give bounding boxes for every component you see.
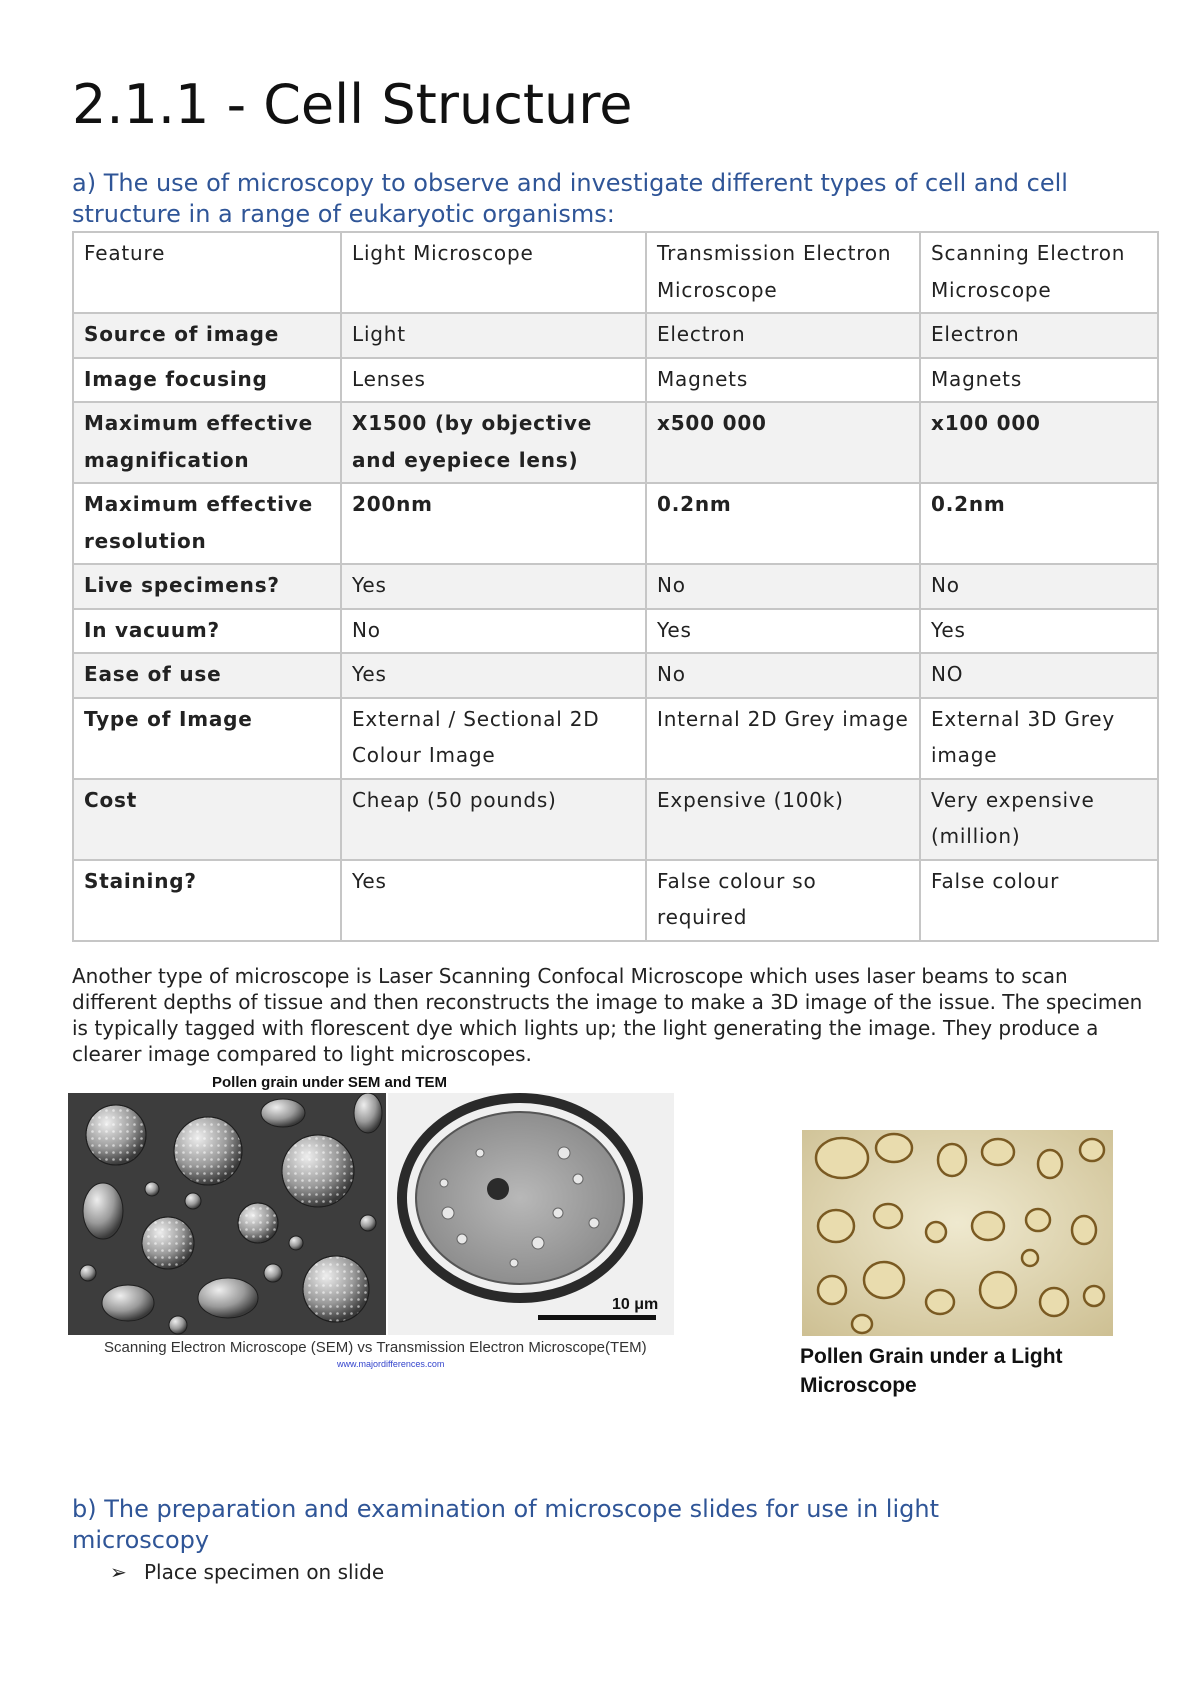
table-cell: External / Sectional 2D Colour Image: [341, 698, 646, 779]
section-a-heading: a) The use of microscopy to observe and investigate different types of cell and cell structure in a range of eukaryotic organisms:: [72, 169, 1068, 228]
table-cell: No: [646, 564, 920, 609]
row-label: Cost: [73, 779, 341, 860]
table-cell: Magnets: [920, 358, 1158, 403]
row-label: Ease of use: [73, 653, 341, 698]
table-cell: False colour so required: [646, 860, 920, 941]
table-cell: X1500 (by objective and eyepiece lens): [341, 402, 646, 483]
row-label: Source of image: [73, 313, 341, 358]
em-figure-url: www.majordifferences.com: [337, 1359, 445, 1369]
table-cell: x100 000: [920, 402, 1158, 483]
table-cell: Lenses: [341, 358, 646, 403]
table-cell: Yes: [341, 860, 646, 941]
table-row: [73, 402, 1158, 483]
table-cell: Yes: [920, 609, 1158, 654]
table-cell: Very expensive (million): [920, 779, 1158, 860]
table-cell: Cheap (50 pounds): [341, 779, 646, 860]
table-cell: No: [646, 653, 920, 698]
row-label: Type of Image: [73, 698, 341, 779]
table-cell: Magnets: [646, 358, 920, 403]
table-cell: No: [341, 609, 646, 654]
table-row: [73, 358, 1158, 403]
table-cell: Yes: [646, 609, 920, 654]
scale-bar-label: 10 μm: [612, 1296, 659, 1313]
table-row: [73, 609, 1158, 654]
table-header-cell: Transmission Electron Microscope: [646, 232, 920, 313]
table-cell: Expensive (100k): [646, 779, 920, 860]
section-b-heading: b) The preparation and examination of microscope slides for use in light microscopy: [72, 1495, 939, 1554]
row-label: Staining?: [73, 860, 341, 941]
row-label: Maximum effective magnification: [73, 402, 341, 483]
table-cell: 200nm: [341, 483, 646, 564]
row-label: Maximum effective resolution: [73, 483, 341, 564]
table-row: [73, 313, 1158, 358]
light-microscope-pollen-image: [802, 1130, 1113, 1336]
table-row: [73, 779, 1158, 860]
list-item-text: Place specimen on slide: [144, 1560, 385, 1584]
table-cell: x500 000: [646, 402, 920, 483]
table-header-cell: Light Microscope: [341, 232, 646, 313]
table-row: [73, 483, 1158, 564]
microscope-comparison-table: [72, 231, 1159, 942]
table-cell: External 3D Grey image: [920, 698, 1158, 779]
table-cell: Electron: [646, 313, 920, 358]
page-title: 2.1.1 - Cell Structure: [72, 73, 633, 136]
table-row: [73, 698, 1158, 779]
confocal-paragraph: Another type of microscope is Laser Scanning Confocal Microscope which uses laser beams to scan different depths of tissue and then reconstructs the image to make a 3D image of the issue. The specimen is typically tagged with florescent dye which lights up; the light generating the image. They produce a clearer image compared to light microscopes.: [72, 964, 1143, 1066]
table-cell: 0.2nm: [646, 483, 920, 564]
table-row: [73, 564, 1158, 609]
table-cell: Yes: [341, 564, 646, 609]
table-row: [73, 860, 1158, 941]
table-cell: Yes: [341, 653, 646, 698]
arrow-bullet-icon: ➢: [110, 1560, 127, 1584]
sem-pollen-image: [68, 1093, 386, 1335]
table-header-row: [73, 232, 1158, 313]
lm-figure-caption: Pollen Grain under a Light Microscope: [800, 1345, 1063, 1397]
row-label: Live specimens?: [73, 564, 341, 609]
em-figure-caption: Scanning Electron Microscope (SEM) vs Transmission Electron Microscope(TEM): [104, 1339, 647, 1356]
table-cell: Internal 2D Grey image: [646, 698, 920, 779]
list-item: [110, 1560, 384, 1584]
row-label: In vacuum?: [73, 609, 341, 654]
table-cell: Electron: [920, 313, 1158, 358]
table-cell: False colour: [920, 860, 1158, 941]
table-cell: Light: [341, 313, 646, 358]
table-cell: 0.2nm: [920, 483, 1158, 564]
em-figure-title: Pollen grain under SEM and TEM: [212, 1074, 448, 1091]
row-label: Image focusing: [73, 358, 341, 403]
table-cell: NO: [920, 653, 1158, 698]
table-row: [73, 653, 1158, 698]
tem-pollen-image: [388, 1093, 674, 1335]
table-header-cell: Scanning Electron Microscope: [920, 232, 1158, 313]
table-cell: No: [920, 564, 1158, 609]
table-header-cell: Feature: [73, 232, 341, 313]
